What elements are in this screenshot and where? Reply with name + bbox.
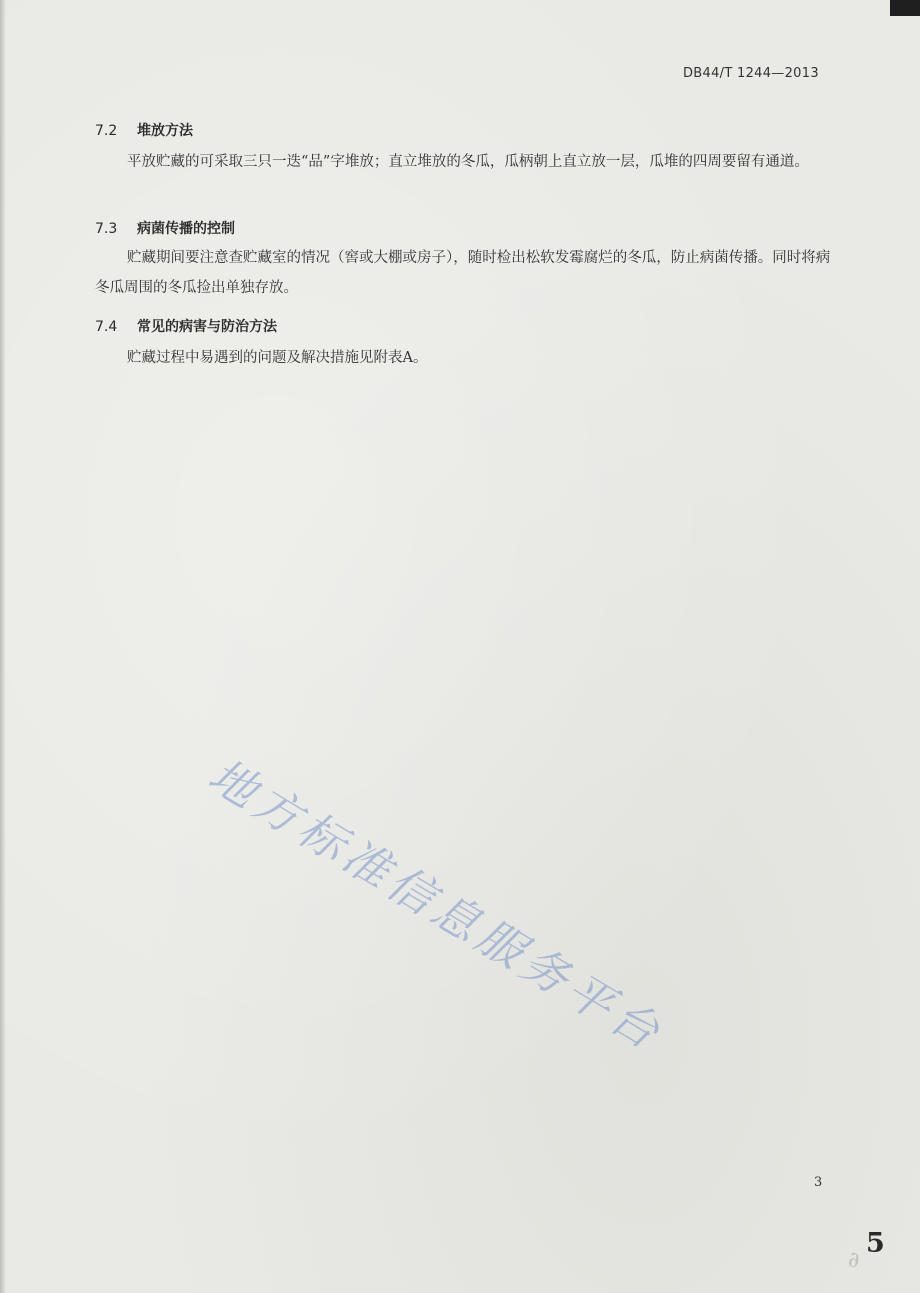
- section-number: 7.4: [95, 319, 118, 335]
- section-heading-7-4: [95, 316, 277, 336]
- section-heading-7-3: [95, 218, 235, 238]
- scan-left-edge: [0, 0, 6, 1293]
- section-title: 常见的病害与防治方法: [137, 319, 277, 335]
- section-paragraph-7-4: 贮藏过程中易遇到的问题及解决措施见附表A。: [127, 350, 428, 366]
- section-paragraph-7-2: 平放贮藏的可采取三只一迭“品”字堆放；直立堆放的冬瓜，瓜柄朝上直立放一层，瓜堆的四周要留有通道。: [127, 154, 809, 170]
- scan-ghost-mark: ∂: [848, 1248, 860, 1273]
- section-number: 7.2: [95, 123, 118, 139]
- scan-page-number: 5: [866, 1228, 885, 1259]
- section-heading-7-2: [95, 120, 193, 140]
- section-paragraph-7-3: 贮藏期间要注意查贮藏室的情况（窖或大棚或房子），随时检出松软发霉腐烂的冬瓜，防止病菌传播。同时将病冬瓜周围的冬瓜捡出单独存放。: [95, 250, 831, 296]
- scan-corner-mark: [890, 0, 920, 16]
- document-number: DB44/T 1244—2013: [683, 66, 819, 81]
- page-number: 3: [814, 1175, 823, 1190]
- watermark: 地方标准信息服务平台: [199, 747, 674, 1062]
- section-title: 病菌传播的控制: [137, 221, 235, 237]
- section-title: 堆放方法: [137, 123, 193, 139]
- section-number: 7.3: [95, 221, 118, 237]
